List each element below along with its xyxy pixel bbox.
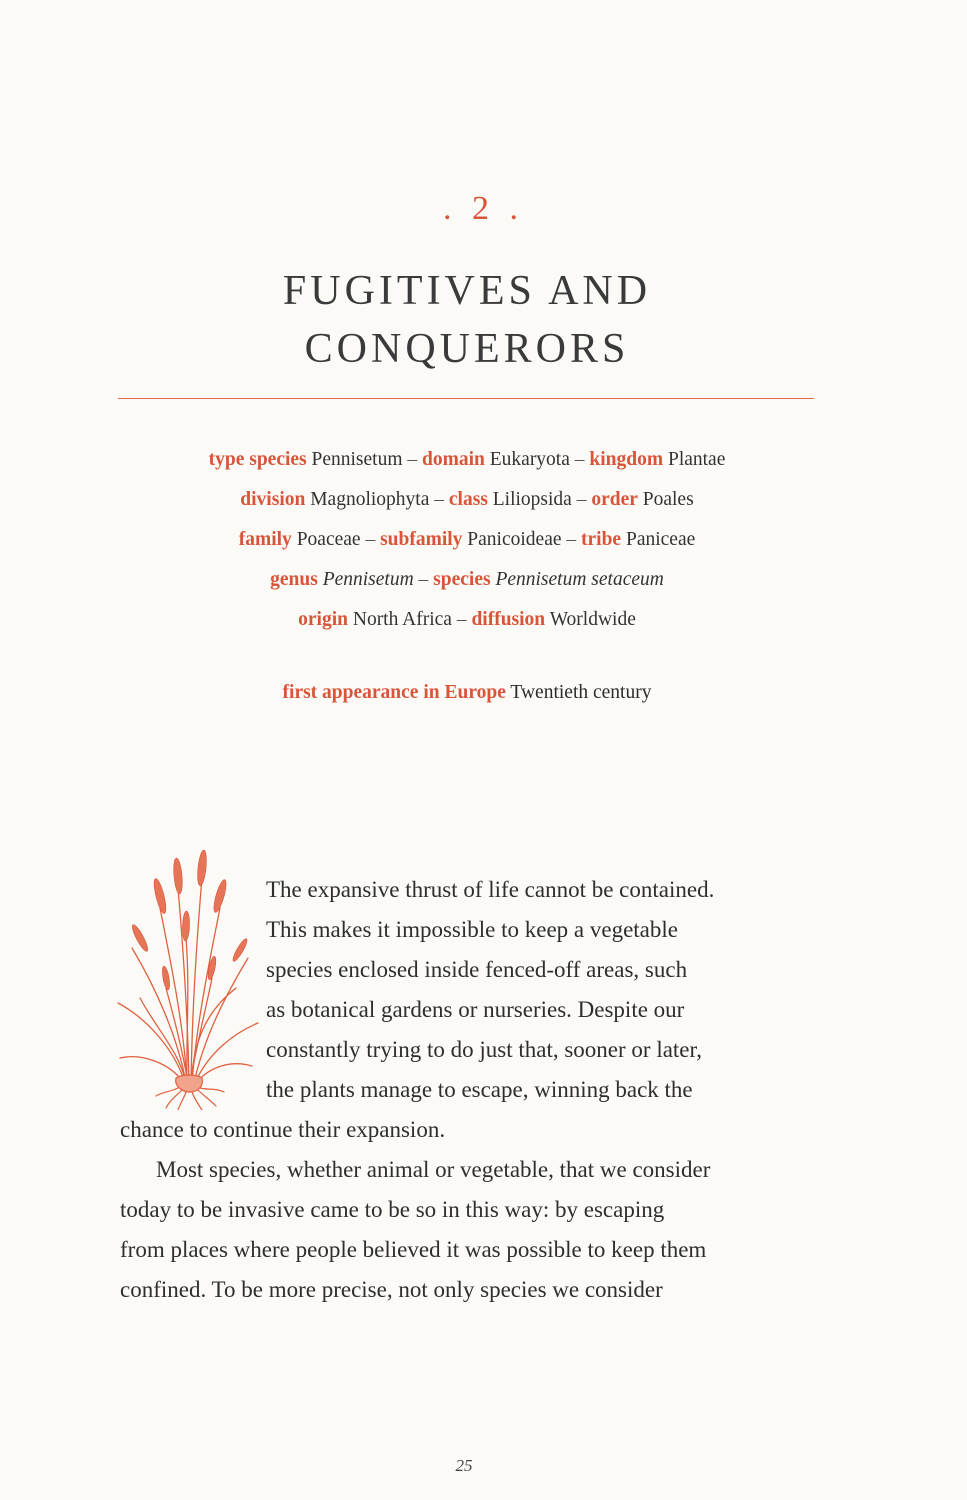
taxonomy-value: Eukaryota bbox=[489, 449, 570, 470]
taxonomy-value: North Africa bbox=[352, 609, 452, 630]
taxonomy-key: diffusion bbox=[471, 609, 546, 630]
taxonomy-value: Poaceae bbox=[296, 529, 361, 550]
taxonomy-key: division bbox=[240, 489, 306, 510]
chapter-title-line-2: CONQUERORS bbox=[304, 326, 630, 372]
taxonomy-value: Pennisetum bbox=[322, 569, 414, 590]
taxonomy-key: type species bbox=[208, 449, 307, 470]
paragraph-line: species enclosed inside fenced-off areas, such bbox=[266, 957, 688, 982]
taxonomy-separator: – bbox=[429, 489, 449, 510]
paragraph-line: constantly trying to do just that, sooner or later, bbox=[266, 1037, 703, 1062]
paragraph-line: The expansive thrust of life cannot be contained. bbox=[266, 877, 715, 902]
taxonomy-key: subfamily bbox=[380, 529, 463, 550]
paragraph-line: today to be invasive came to be so in this way: by escaping bbox=[120, 1197, 665, 1222]
taxonomy-separator: – bbox=[571, 489, 592, 510]
paragraph-line: chance to continue their expansion. bbox=[120, 1117, 446, 1142]
first-appearance-key: first appearance in Europe bbox=[282, 682, 506, 703]
taxonomy-key: order bbox=[591, 489, 638, 510]
taxonomy-block bbox=[100, 440, 834, 640]
taxonomy-value: Liliopsida bbox=[492, 489, 572, 510]
first-appearance-value: Twentieth century bbox=[510, 682, 652, 703]
taxonomy-key: genus bbox=[270, 569, 318, 590]
taxonomy-separator: – bbox=[413, 569, 434, 590]
paragraph-1 bbox=[120, 870, 800, 1150]
taxonomy-line bbox=[100, 520, 834, 560]
chapter-title-line-1: FUGITIVES AND bbox=[282, 268, 652, 314]
taxonomy-key: domain bbox=[422, 449, 485, 470]
taxonomy-key: origin bbox=[298, 609, 348, 630]
paragraph-line: Most species, whether animal or vegetable, that we consider bbox=[156, 1157, 711, 1182]
taxonomy-line bbox=[100, 560, 834, 600]
paragraph-line: from places where people believed it was possible to keep them bbox=[120, 1237, 707, 1262]
taxonomy-value: Pennisetum bbox=[311, 449, 403, 470]
taxonomy-key: species bbox=[433, 569, 491, 590]
taxonomy-value: Magnoliophyta bbox=[310, 489, 430, 510]
paragraph-line: as botanical gardens or nurseries. Despite our bbox=[266, 997, 685, 1022]
taxonomy-key: family bbox=[238, 529, 292, 550]
page-number: 25 bbox=[455, 1456, 473, 1475]
taxonomy-value: Paniceae bbox=[625, 529, 696, 550]
chapter-title bbox=[0, 262, 934, 378]
taxonomy-line bbox=[100, 440, 834, 480]
taxonomy-key: tribe bbox=[581, 529, 622, 550]
taxonomy-key: kingdom bbox=[589, 449, 664, 470]
taxonomy-value: Poales bbox=[642, 489, 694, 510]
taxonomy-value: Pennisetum setaceum bbox=[495, 569, 664, 590]
paragraph-line: the plants manage to escape, winning back the bbox=[266, 1077, 693, 1102]
first-appearance bbox=[100, 673, 834, 713]
taxonomy-separator: – bbox=[360, 529, 381, 550]
taxonomy-line bbox=[100, 480, 834, 520]
title-divider bbox=[118, 398, 814, 399]
taxonomy-separator: – bbox=[402, 449, 423, 470]
chapter-number: . 2 . bbox=[443, 190, 524, 227]
taxonomy-line bbox=[100, 600, 834, 640]
taxonomy-value: Panicoideae bbox=[467, 529, 562, 550]
paragraph-line: confined. To be more precise, not only species we consider bbox=[120, 1277, 663, 1302]
taxonomy-separator: – bbox=[561, 529, 582, 550]
taxonomy-value: Plantae bbox=[667, 449, 726, 470]
taxonomy-separator: – bbox=[451, 609, 472, 630]
taxonomy-value: Worldwide bbox=[549, 609, 636, 630]
paragraph-2 bbox=[120, 1150, 800, 1310]
body-text bbox=[120, 870, 800, 1310]
taxonomy-separator: – bbox=[569, 449, 590, 470]
taxonomy-key: class bbox=[448, 489, 488, 510]
paragraph-line: This makes it impossible to keep a vegetable bbox=[266, 917, 678, 942]
